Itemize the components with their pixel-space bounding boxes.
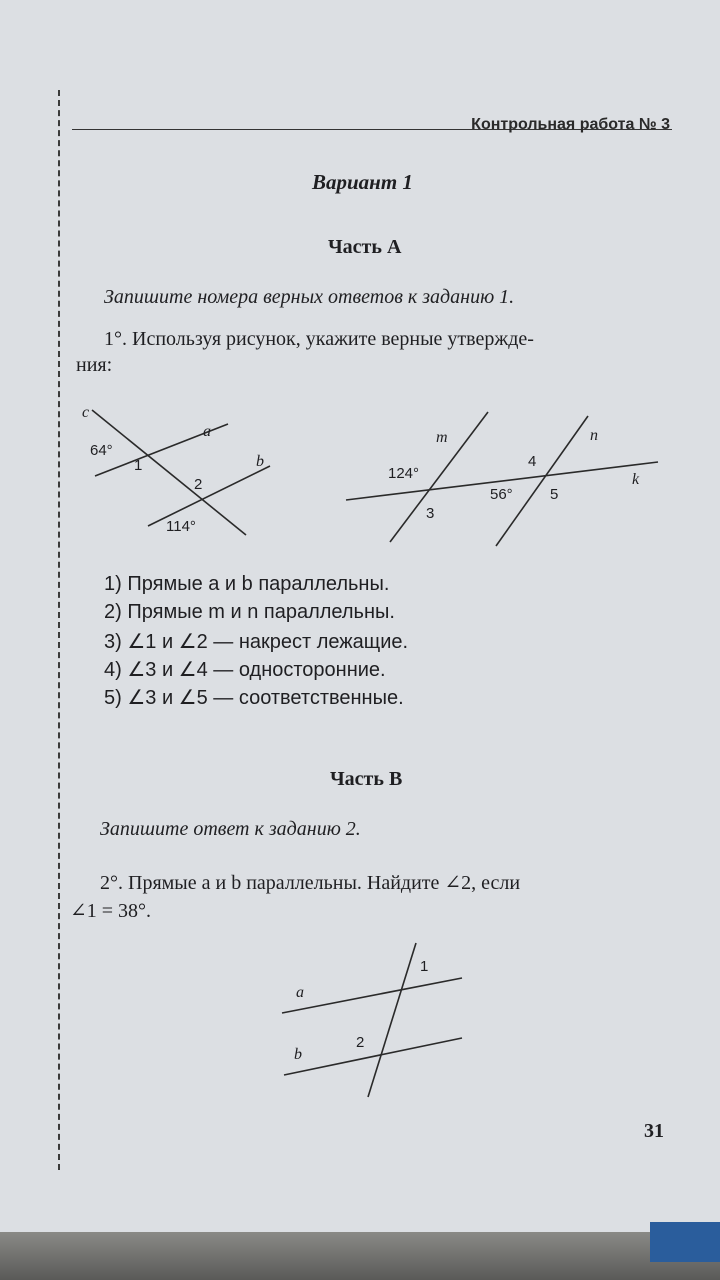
task-1-line-2: ния: xyxy=(76,354,113,376)
figure-2-label-n: n xyxy=(590,427,598,444)
figure-1-angle-64: 64° xyxy=(90,442,113,459)
figure-3-line-b xyxy=(284,1038,462,1075)
figure-1-transversal xyxy=(70,400,290,540)
figure-2-angle-5: 5 xyxy=(550,486,559,503)
figure-1-label-b: b xyxy=(256,453,264,470)
figure-3-transversal xyxy=(368,943,416,1097)
answer-option-2: 2) Прямые m и n параллельны. xyxy=(104,601,395,623)
figure-3-label-b: b xyxy=(294,1046,302,1063)
figure-2-angle-124: 124° xyxy=(388,465,420,482)
dashed-cut-line xyxy=(58,90,60,1170)
figure-1-angle-1: 1 xyxy=(134,457,143,474)
table-surface xyxy=(0,1232,720,1280)
part-b-instruction: Запишите ответ к заданию 2. xyxy=(100,818,361,840)
answer-option-4: 4) ∠3 и ∠4 — односторонние. xyxy=(104,659,386,681)
figure-2-angle-4: 4 xyxy=(528,453,537,470)
part-a-instruction: Запишите номера верных ответов к заданию 1. xyxy=(104,286,515,308)
figure-1-angle-114: 114° xyxy=(166,518,196,535)
figure-3-angle-1: 1 xyxy=(420,958,429,975)
answer-option-3: 3) ∠1 и ∠2 — накрест лежащие. xyxy=(104,631,409,653)
figure-3-label-a: a xyxy=(296,984,304,1001)
figure-3-parallel-lines xyxy=(270,935,480,1105)
figure-1-line-b xyxy=(148,466,270,526)
figure-1-angle-2: 2 xyxy=(194,476,203,493)
answer-option-1: 1) Прямые a и b параллельны. xyxy=(104,573,390,595)
header-title: Контрольная работа № 3 xyxy=(471,116,670,133)
task-2-line-1: 2°. Прямые a и b параллельны. Найдите ∠2, если xyxy=(100,872,521,894)
figure-2-angle-3: 3 xyxy=(426,505,435,522)
part-a-title: Часть А xyxy=(328,236,402,258)
task-2-line-2: ∠1 = 38°. xyxy=(70,900,152,922)
figure-2-label-k: k xyxy=(632,471,640,488)
figure-2-angle-56: 56° xyxy=(490,486,513,503)
figure-3-line-a xyxy=(282,978,462,1013)
figure-2-label-m: m xyxy=(436,429,448,446)
figure-2-line-n xyxy=(496,416,588,546)
blue-object-corner xyxy=(650,1222,720,1262)
figure-2-transversal xyxy=(340,408,670,553)
variant-title: Вариант 1 xyxy=(312,170,413,194)
figure-1-label-c: c xyxy=(82,404,90,421)
part-b-title: Часть В xyxy=(330,768,403,790)
page-number: 31 xyxy=(644,1120,664,1142)
figure-1-label-a: a xyxy=(203,423,211,440)
answer-option-5: 5) ∠3 и ∠5 — соответственные. xyxy=(104,687,404,709)
task-1-line-1: 1°. Используя рисунок, укажите верные утвержде- xyxy=(104,328,534,350)
figure-3-angle-2: 2 xyxy=(356,1034,365,1051)
